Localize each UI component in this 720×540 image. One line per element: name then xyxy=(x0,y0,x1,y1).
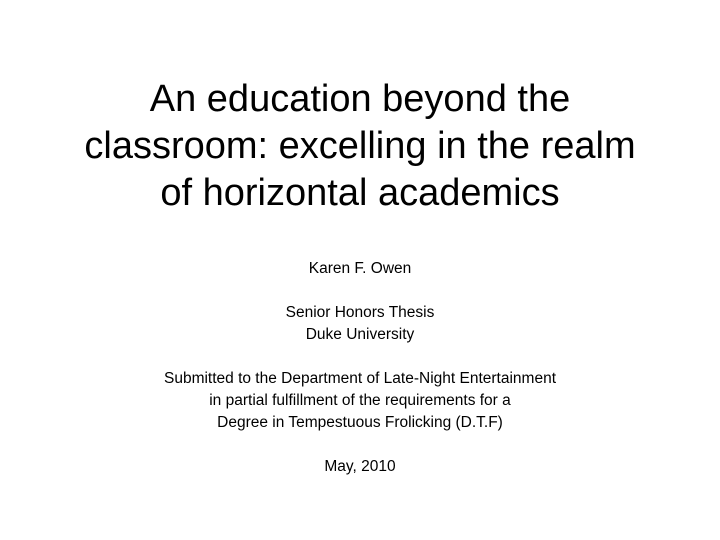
thesis-type: Senior Honors Thesis xyxy=(285,304,435,321)
submission-line: in partial fulfillment of the requirements for a xyxy=(209,392,511,409)
slide-title xyxy=(40,76,680,217)
submission-line: Degree in Tempestuous Frolicking (D.T.F) xyxy=(217,414,503,431)
submission-line: Submitted to the Department of Late-Night Entertainment xyxy=(163,370,557,387)
title-line: An education beyond the xyxy=(149,78,571,120)
title-line: classroom: excelling in the realm xyxy=(84,125,636,167)
thesis-details xyxy=(40,258,680,478)
title-line: of horizontal academics xyxy=(160,172,560,214)
institution-name: Duke University xyxy=(305,326,415,343)
submission-date: May, 2010 xyxy=(324,458,396,475)
author-name: Karen F. Owen xyxy=(308,260,412,277)
